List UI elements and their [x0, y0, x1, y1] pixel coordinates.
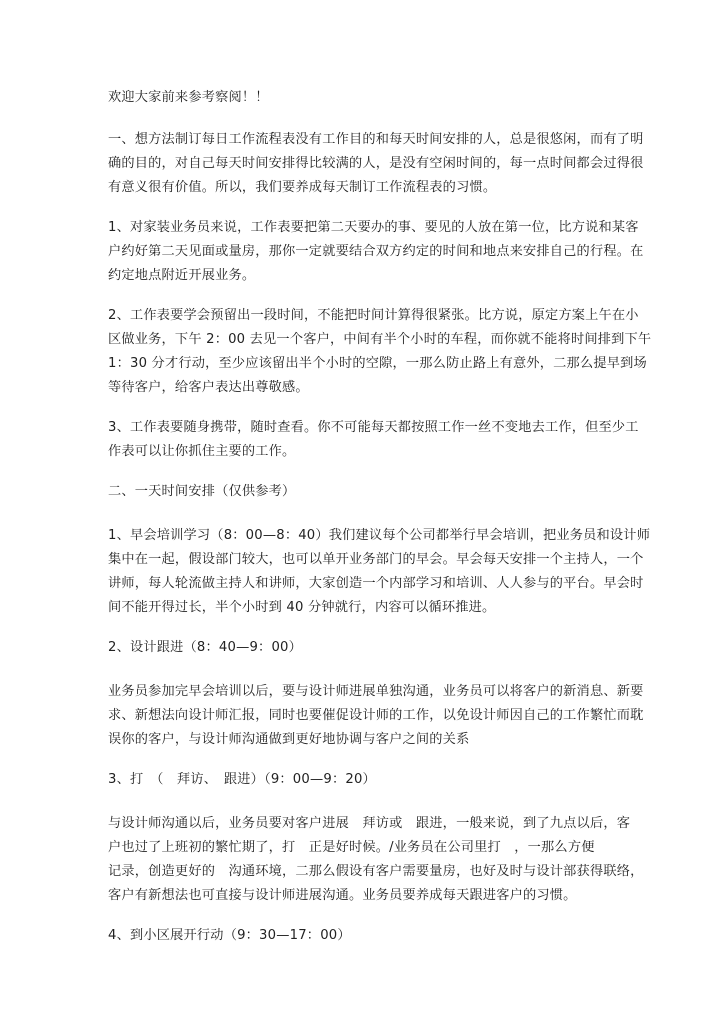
item-3-paragraph: [108, 416, 639, 464]
text-line: 客户有新想法也可直接与设计师进展沟通。业务员要养成每天跟进客户的习惯。: [108, 888, 577, 903]
text-line: 求、新想法向设计师汇报，同时也要催促设计师的工作，以免设计师因自己的工作繁忙而耽: [108, 708, 644, 723]
section-2-heading: 二、一天时间安排（仅供参考）: [108, 484, 296, 499]
text-line: 作表可以让你抓住主要的工作。: [108, 444, 296, 459]
text-line: 间不能开得过长，半个小时到 40 分钟就行，内容可以循环推进。: [108, 600, 496, 615]
text-line: 1、早会培训学习（8：00—8：40）我们建议每个公司都举行早会培训，把业务员和设计师: [108, 528, 651, 543]
text-line: 业务员参加完早会培训以后，要与设计师进展单独沟通，业务员可以将客户的新消息、新要: [108, 684, 644, 699]
item-2-paragraph: [108, 304, 652, 400]
text-line: 有意义很有价值。所以，我们要养成每天制订工作流程表的习惯。: [108, 180, 497, 195]
text-line: 1：30 分才行动，至少应该留出半个小时的空隙，一那么防止路上有意外，二那么提早到场: [108, 356, 647, 371]
text-line: 确的目的，对自己每天时间安排得比较满的人，是没有空闲时间的，每一点时间都会过得很: [108, 156, 644, 171]
text-line: 一、想方法制订每日工作流程表没有工作目的和每天时间安排的人，总是很悠闲，而有了明: [108, 132, 644, 147]
schedule-item-4-heading: 4、到小区展开行动（9：30—17：00）: [108, 928, 351, 943]
text-line: 集中在一起，假设部门较大，也可以单开业务部门的早会。早会每天安排一个主持人，一个: [108, 552, 644, 567]
text-line: 等待客户，给客户表达出尊敬感。: [108, 380, 309, 395]
section-1-paragraph: [108, 128, 644, 200]
greeting: 欢迎大家前来参考察阅！！: [108, 90, 269, 105]
text-line: 区做业务，下午 2：00 去见一个客户，中间有半个小时的车程，而你就不能将时间排到下午: [108, 332, 652, 347]
schedule-item-1-paragraph: [108, 524, 651, 620]
text-line: 与设计师沟通以后，业务员要对客户进展 拜访或 跟进，一般来说，到了九点以后，客: [108, 816, 631, 831]
schedule-item-3-heading: 3、打 （ 拜访、 跟进）（9：00—9：20）: [108, 772, 376, 787]
text-line: 3、工作表要随身携带，随时查看。你不可能每天都按照工作一丝不变地去工作，但至少工: [108, 420, 639, 435]
text-line: 约定地点附近开展业务。: [108, 268, 256, 283]
text-line: 户约好第二天见面或量房，那你一定就要结合双方约定的时间和地点来安排自己的行程。在: [108, 244, 644, 259]
schedule-item-2-paragraph: [108, 680, 644, 752]
text-line: 记录，创造更好的 沟通环境，二那么假设有客户需要量房，也好及时与设计部获得联络，: [108, 864, 644, 879]
text-line: 1、对家装业务员来说，工作表要把第二天要办的事、要见的人放在第一位，比方说和某客: [108, 220, 639, 235]
text-line: 2、工作表要学会预留出一段时间，不能把时间计算得很紧张。比方说，原定方案上午在小: [108, 308, 639, 323]
schedule-item-3-paragraph: [108, 812, 644, 908]
item-1-paragraph: [108, 216, 644, 288]
text-line: 户也过了上班初的繁忙期了，打 正是好时候。/业务员在公司里打 ，一那么方便: [108, 840, 595, 855]
document-page: [108, 86, 652, 968]
text-line: 误你的客户，与设计师沟通做到更好地协调与客户之间的关系: [108, 732, 470, 747]
schedule-item-2-heading: 2、设计跟进（8：40—9：00）: [108, 640, 303, 655]
text-line: 讲师，每人轮流做主持人和讲师，大家创造一个内部学习和培训、人人参与的平台。早会时: [108, 576, 644, 591]
